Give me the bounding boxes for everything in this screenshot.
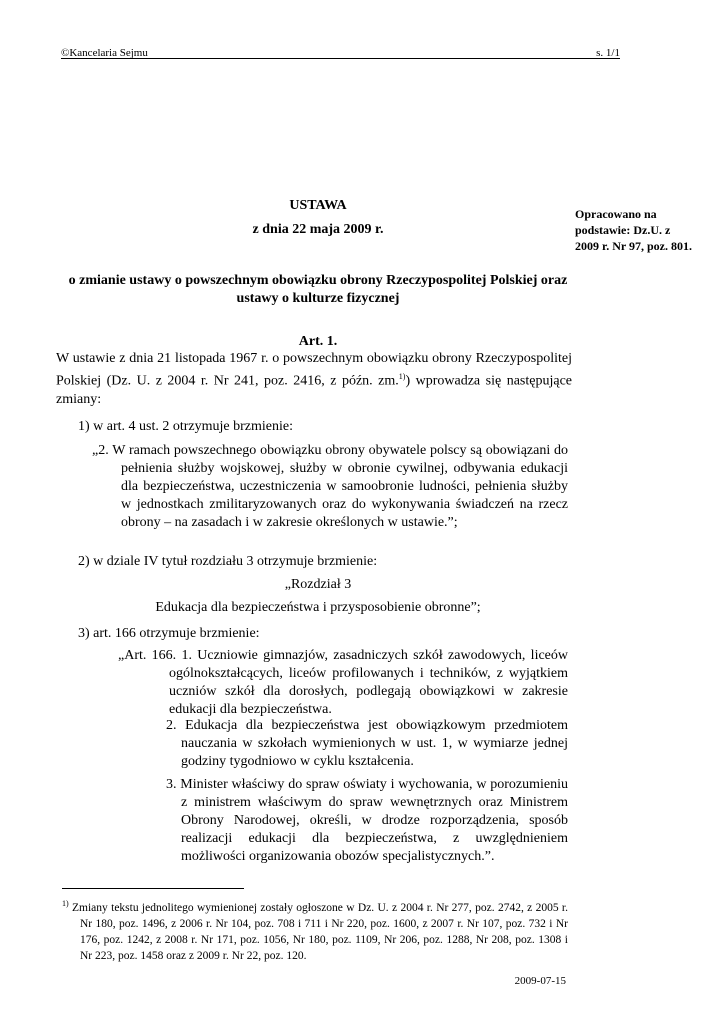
article-heading: Art. 1.: [298, 334, 338, 349]
footnote-reference: 1): [398, 372, 406, 381]
source-note: Opracowano na podstawie: Dz.U. z 2009 r. Nr 97, poz. 801.: [575, 207, 692, 253]
header-rule: [61, 58, 620, 59]
chapter-label: „Rozdział 3: [284, 577, 352, 592]
header-source: ©Kancelaria Sejmu: [61, 47, 148, 59]
footnote: [62, 896, 568, 964]
footer-date: 2009-07-15: [514, 975, 566, 987]
document-title: USTAWA: [289, 198, 347, 213]
amendment-item-3: 3) art. 166 otrzymuje brzmienie:: [78, 626, 260, 641]
intro-text-after: ) wprowadza się następujące zmiany:: [56, 373, 572, 407]
footnote-rule: [62, 888, 244, 889]
amendment-item-2: 2) w dziale IV tytuł rozdziału 3 otrzymuje brzmienie:: [78, 554, 378, 569]
document-subject: o zmianie ustawy o powszechnym obowiązku obrony Rzeczypospolitej Polskiej oraz ustawy o kulturze fizycznej: [68, 273, 568, 306]
amendment-item-1: 1) w art. 4 ust. 2 otrzymuje brzmienie:: [78, 419, 293, 434]
header-page-number: s. 1/1: [596, 47, 620, 59]
art166-paragraph-1: „Art. 166. 1. Uczniowie gimnazjów, zasadniczych szkół zawodowych, liceów ogólnokształcących, liceów profilowanych i techników, z wyjątkiem uczniów szkół dla dorosłych, podlegają obowiązkowi w zakresie edukacji dla bezpieczeństwa.: [118, 648, 568, 717]
chapter-title: Edukacja dla bezpieczeństwa i przysposobienie obronne”;: [155, 600, 481, 615]
art166-paragraph-3: 3. Minister właściwy do spraw oświaty i wychowania, w porozumieniu z ministrem właściwym do spraw wewnętrznych oraz Ministrem Obrony Narodowej, określi, w drodze rozporządzenia, sposób realizacji edukacji dla bezpieczeństwa, z uwzględnieniem możliwości organizowania obozów specjalistycznych.”.: [166, 777, 568, 864]
intro-text-before: W ustawie z dnia 21 listopada 1967 r. o powszechnym obowiązku obrony Rzeczypospolitej Polskiej (Dz. U. z 2004 r. Nr 241, poz. 2416, z późn. zm.: [56, 351, 572, 389]
amendment-1-text: „2. W ramach powszechnego obowiązku obrony obywatele polscy są obowiązani do pełnienia służby wojskowej, służby w obronie cywilnej, odbywania edukacji dla bezpieczeństwa, uczestniczenia w samoobronie ludności, pełnienia służby w jednostkach zmilitaryzowanych oraz do wykonywania świadczeń na rzecz obrony – na zasadach i w zakresie określonych w ustawie.”;: [92, 443, 568, 530]
footnote-mark: 1): [62, 899, 69, 908]
document-date: z dnia 22 maja 2009 r.: [252, 222, 384, 237]
footnote-text: Zmiany tekstu jednolitego wymienionej zostały ogłoszone w Dz. U. z 2004 r. Nr 277, poz. 2742, z 2005 r. Nr 180, poz. 1496, z 2006 r. Nr 104, poz. 708 i 711 i Nr 220, poz. 1600, z 2007 r. Nr 107, poz. 732 i Nr 176, poz. 1242, z 2008 r. Nr 171, poz. 1056, Nr 180, poz. 1109, Nr 206, poz. 1288, Nr 208, poz. 1308 i Nr 223, poz. 1458 oraz z 2009 r. Nr 22, poz. 120.: [72, 901, 568, 962]
intro-paragraph: [56, 350, 572, 409]
art166-paragraph-2: 2. Edukacja dla bezpieczeństwa jest obowiązkowym przedmiotem nauczania w szkołach wymienionych w ust. 1, w wymiarze jednej godziny tygodniowo w cyklu kształcenia.: [166, 718, 568, 769]
